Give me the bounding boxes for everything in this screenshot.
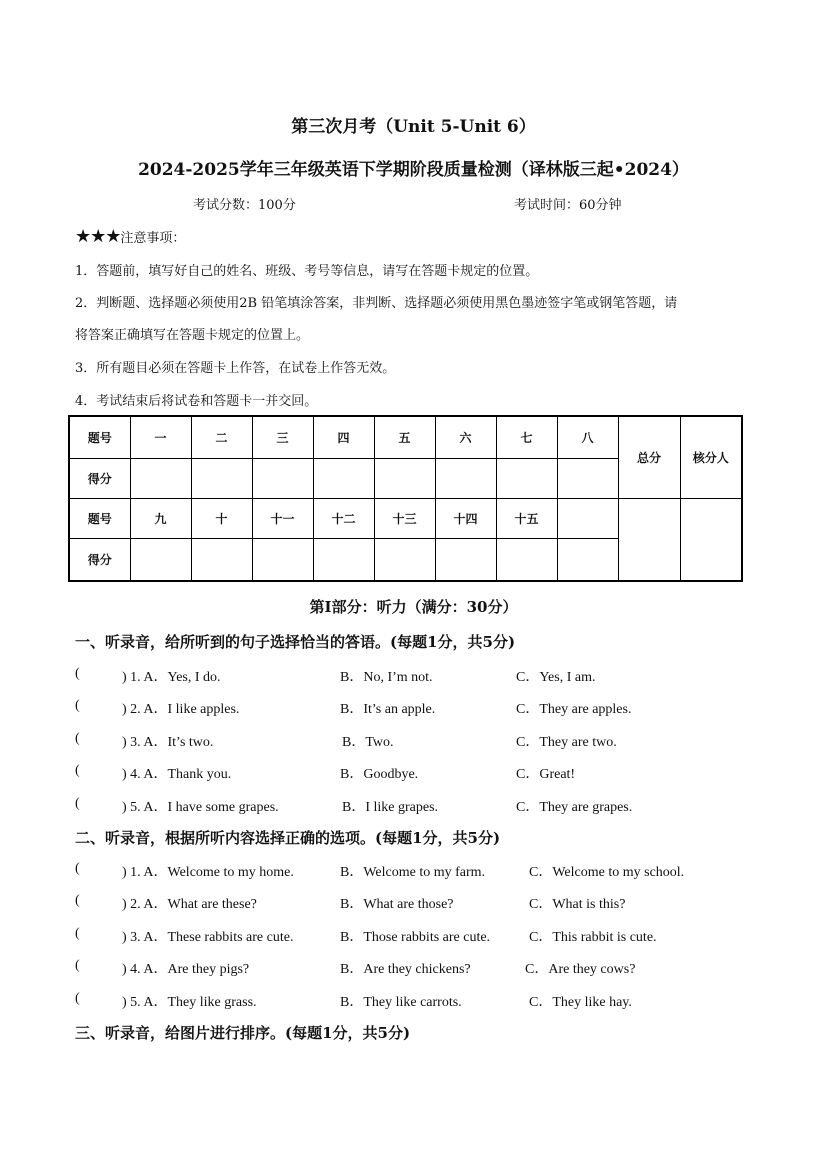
note-item: 3．所有题目必须在答题卡上作答，在试卷上作答无效。	[75, 361, 396, 376]
option-a: ) 4. A．Are they pigs?	[122, 962, 250, 977]
score-cell[interactable]	[191, 538, 252, 581]
question-number-cell: 八	[557, 416, 618, 458]
question-number-cell: 九	[130, 498, 191, 538]
score-cell[interactable]	[313, 538, 374, 581]
question-number-cell: 六	[435, 416, 496, 458]
reviewer-header: 核分人	[680, 416, 742, 498]
row-label: 得分	[69, 538, 130, 581]
option-a: ) 4. A．Thank you.	[122, 767, 232, 782]
option-c: C．They are grapes.	[516, 800, 633, 815]
option-c: C．Welcome to my school.	[529, 865, 685, 880]
option-b: B．Are they chickens?	[340, 962, 471, 977]
option-a: ) 2. A．I like apples.	[122, 702, 240, 717]
question-number-cell: 十一	[252, 498, 313, 538]
answer-bracket[interactable]: (	[75, 958, 80, 973]
question-number-cell: 二	[191, 416, 252, 458]
question-number-cell: 十三	[374, 498, 435, 538]
option-c: C．What is this?	[529, 897, 626, 912]
question-number-cell: 十	[191, 498, 252, 538]
option-c: C．Great!	[516, 767, 576, 782]
option-a: ) 5. A．I have some grapes.	[122, 800, 279, 815]
option-a: ) 2. A．What are these?	[122, 897, 257, 912]
note-item: 2．判断题、选择题必须使用2B 铅笔填涂答案，非判断、选择题必须使用黑色墨迹签字笔或钢笔答题，请	[75, 296, 678, 311]
answer-bracket[interactable]: (	[75, 796, 80, 811]
answer-bracket[interactable]: (	[75, 926, 80, 941]
score-cell[interactable]	[252, 538, 313, 581]
note-item: 4．考试结束后将试卷和答题卡一并交回。	[75, 394, 318, 409]
reviewer-cell[interactable]	[680, 498, 742, 581]
time-info: 考试时间：60分钟	[514, 198, 622, 213]
score-cell[interactable]	[496, 458, 557, 498]
score-cell[interactable]	[130, 458, 191, 498]
section3-heading: 三、听录音，给图片进行排序。(每题1分，共5分)	[75, 1024, 411, 1042]
option-b: B．No, I’m not.	[340, 670, 433, 685]
section1-heading: 一、听录音，给所听到的句子选择恰当的答语。(每题1分，共5分)	[75, 633, 516, 651]
score-cell[interactable]	[496, 538, 557, 581]
option-b: B．Welcome to my farm.	[340, 865, 486, 880]
option-c: C．They like hay.	[529, 995, 632, 1010]
star-icons: ★★★	[75, 226, 121, 247]
question-number-cell: 一	[130, 416, 191, 458]
question-number-cell: 七	[496, 416, 557, 458]
question-number-cell: 十四	[435, 498, 496, 538]
answer-bracket[interactable]: (	[75, 731, 80, 746]
exam-title: 第三次月考（Unit 5-Unit 6）	[291, 117, 536, 137]
option-a: ) 3. A．These rabbits are cute.	[122, 930, 294, 945]
option-a: ) 1. A．Welcome to my home.	[122, 865, 294, 880]
note-item: 1．答题前，填写好自己的姓名、班级、考号等信息，请写在答题卡规定的位置。	[75, 264, 539, 279]
answer-bracket[interactable]: (	[75, 991, 80, 1006]
score-cell[interactable]	[374, 458, 435, 498]
row-label: 题号	[69, 498, 130, 538]
option-b: B．Goodbye.	[340, 767, 419, 782]
score-cell[interactable]	[130, 538, 191, 581]
score-table	[68, 415, 743, 582]
answer-bracket[interactable]: (	[75, 861, 80, 876]
part1-heading: 第Ⅰ部分：听力（满分：30分）	[309, 598, 518, 616]
notes-heading: 注意事项：	[120, 231, 186, 246]
answer-bracket[interactable]: (	[75, 666, 80, 681]
option-b: B．What are those?	[340, 897, 454, 912]
option-c: C．They are apples.	[516, 702, 632, 717]
question-number-cell	[557, 498, 618, 538]
question-number-cell: 十五	[496, 498, 557, 538]
option-a: ) 5. A．They like grass.	[122, 995, 257, 1010]
row-label: 题号	[69, 416, 130, 458]
score-cell[interactable]	[374, 538, 435, 581]
option-a: ) 1. A．Yes, I do.	[122, 670, 221, 685]
total-score-cell[interactable]	[618, 498, 680, 581]
notes-heading-row	[75, 226, 185, 247]
score-cell[interactable]	[191, 458, 252, 498]
question-number-cell: 四	[313, 416, 374, 458]
score-cell[interactable]	[557, 458, 618, 498]
question-number-cell: 三	[252, 416, 313, 458]
question-number-cell: 十二	[313, 498, 374, 538]
score-info: 考试分数：100分	[193, 198, 296, 213]
score-cell[interactable]	[313, 458, 374, 498]
exam-subtitle: 2024-2025学年三年级英语下学期阶段质量检测（译林版三起•2024）	[138, 160, 689, 180]
total-score-header: 总分	[618, 416, 680, 498]
option-b: B．Two.	[342, 735, 394, 750]
option-b: B．Those rabbits are cute.	[340, 930, 491, 945]
option-c: C．Are they cows?	[525, 962, 636, 977]
option-b: B．They like carrots.	[340, 995, 462, 1010]
answer-bracket[interactable]: (	[75, 893, 80, 908]
option-c: C．This rabbit is cute.	[529, 930, 657, 945]
option-b: B．I like grapes.	[342, 800, 439, 815]
section2-heading: 二、听录音，根据所听内容选择正确的选项。(每题1分，共5分)	[75, 829, 501, 847]
score-cell[interactable]	[557, 538, 618, 581]
score-cell[interactable]	[435, 538, 496, 581]
option-c: C．They are two.	[516, 735, 617, 750]
score-cell[interactable]	[435, 458, 496, 498]
question-number-cell: 五	[374, 416, 435, 458]
score-cell[interactable]	[252, 458, 313, 498]
answer-bracket[interactable]: (	[75, 698, 80, 713]
option-b: B．It’s an apple.	[340, 702, 436, 717]
row-label: 得分	[69, 458, 130, 498]
note-item: 将答案正确填写在答题卡规定的位置上。	[75, 328, 310, 343]
option-c: C．Yes, I am.	[516, 670, 596, 685]
answer-bracket[interactable]: (	[75, 763, 80, 778]
option-a: ) 3. A．It’s two.	[122, 735, 214, 750]
